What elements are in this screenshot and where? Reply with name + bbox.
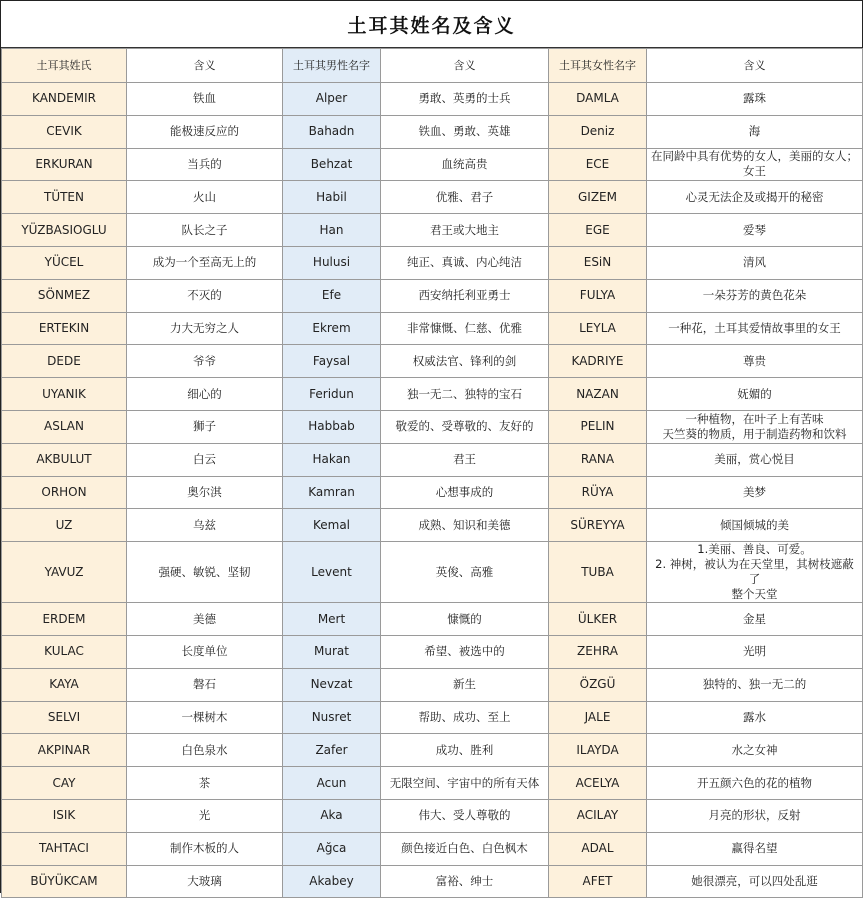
cell-female-meaning: 倾国倾城的美	[647, 509, 863, 542]
cell-male-name: Behzat	[283, 148, 381, 181]
cell-male-meaning: 新生	[381, 668, 549, 701]
cell-surname-meaning: 爷爷	[127, 345, 283, 378]
table-row	[2, 668, 863, 701]
cell-female-name: ADAL	[549, 832, 647, 865]
table-row	[2, 410, 863, 443]
table-row	[2, 148, 863, 181]
cell-female-name: RANA	[549, 443, 647, 476]
cell-female-name: ILAYDA	[549, 734, 647, 767]
cell-female-name: NAZAN	[549, 378, 647, 411]
header-male-name: 土耳其男性名字	[283, 49, 381, 83]
cell-female-name: ACILAY	[549, 799, 647, 832]
table-row	[2, 799, 863, 832]
cell-female-name: GIZEM	[549, 181, 647, 214]
table-row	[2, 246, 863, 279]
cell-female-meaning: 心灵无法企及或揭开的秘密	[647, 181, 863, 214]
cell-female-name: SÜREYYA	[549, 509, 647, 542]
cell-male-meaning: 铁血、勇敢、英雄	[381, 115, 549, 148]
cell-male-name: Nevzat	[283, 668, 381, 701]
cell-female-name: ÖZGÜ	[549, 668, 647, 701]
cell-surname-meaning: 狮子	[127, 410, 283, 443]
cell-male-meaning: 无限空间、宇宙中的所有天体	[381, 767, 549, 800]
cell-female-meaning: 在同龄中具有优势的女人，美丽的女人； 女王	[647, 148, 863, 181]
cell-surname: ERDEM	[2, 603, 127, 636]
cell-male-name: Aka	[283, 799, 381, 832]
cell-surname-meaning: 奥尔淇	[127, 476, 283, 509]
cell-male-meaning: 伟大、受人尊敬的	[381, 799, 549, 832]
cell-female-name: KADRIYE	[549, 345, 647, 378]
cell-female-meaning: 水之女神	[647, 734, 863, 767]
cell-male-meaning: 纯正、真诚、内心纯洁	[381, 246, 549, 279]
cell-surname: ERKURAN	[2, 148, 127, 181]
cell-male-name: Efe	[283, 279, 381, 312]
names-table	[1, 48, 863, 898]
cell-female-meaning: 一种花，土耳其爱情故事里的女王	[647, 312, 863, 345]
cell-male-meaning: 慷慨的	[381, 603, 549, 636]
cell-male-meaning: 非常慷慨、仁慈、优雅	[381, 312, 549, 345]
table-row	[2, 832, 863, 865]
cell-surname: ERTEKIN	[2, 312, 127, 345]
table-row	[2, 542, 863, 603]
cell-male-meaning: 敬爱的、受尊敬的、友好的	[381, 410, 549, 443]
cell-surname: BÜYÜKCAM	[2, 865, 127, 898]
cell-female-meaning: 独特的、独一无二的	[647, 668, 863, 701]
cell-female-meaning: 露水	[647, 701, 863, 734]
cell-male-meaning: 英俊、高雅	[381, 542, 549, 603]
table-row	[2, 279, 863, 312]
cell-surname: AKPINAR	[2, 734, 127, 767]
cell-female-meaning: 她很漂亮，可以四处乱逛	[647, 865, 863, 898]
cell-surname: SÖNMEZ	[2, 279, 127, 312]
table-row	[2, 345, 863, 378]
cell-female-name: TUBA	[549, 542, 647, 603]
table-row	[2, 635, 863, 668]
cell-male-meaning: 优雅、君子	[381, 181, 549, 214]
cell-male-meaning: 君王	[381, 443, 549, 476]
table-row	[2, 443, 863, 476]
cell-surname: ORHON	[2, 476, 127, 509]
cell-female-name: AFET	[549, 865, 647, 898]
cell-surname-meaning: 强硬、敏锐、坚韧	[127, 542, 283, 603]
cell-surname-meaning: 能极速反应的	[127, 115, 283, 148]
table-row	[2, 734, 863, 767]
table-row	[2, 115, 863, 148]
cell-male-name: Mert	[283, 603, 381, 636]
cell-surname-meaning: 美德	[127, 603, 283, 636]
cell-female-meaning: 金星	[647, 603, 863, 636]
cell-surname: YAVUZ	[2, 542, 127, 603]
cell-surname-meaning: 制作木板的人	[127, 832, 283, 865]
cell-female-meaning: 美丽，赏心悦目	[647, 443, 863, 476]
cell-male-name: Habbab	[283, 410, 381, 443]
cell-female-name: PELIN	[549, 410, 647, 443]
cell-male-name: Zafer	[283, 734, 381, 767]
cell-male-name: Faysal	[283, 345, 381, 378]
cell-surname-meaning: 当兵的	[127, 148, 283, 181]
cell-surname-meaning: 一棵树木	[127, 701, 283, 734]
cell-male-name: Murat	[283, 635, 381, 668]
cell-surname-meaning: 大玻璃	[127, 865, 283, 898]
cell-male-meaning: 颜色接近白色、白色枫木	[381, 832, 549, 865]
cell-surname: TÜTEN	[2, 181, 127, 214]
cell-female-name: ZEHRA	[549, 635, 647, 668]
cell-female-meaning: 美梦	[647, 476, 863, 509]
cell-female-meaning: 开五颜六色的花的植物	[647, 767, 863, 800]
cell-male-name: Kamran	[283, 476, 381, 509]
cell-male-name: Han	[283, 214, 381, 247]
cell-surname-meaning: 队长之子	[127, 214, 283, 247]
cell-surname-meaning: 磐石	[127, 668, 283, 701]
cell-surname: YÜCEL	[2, 246, 127, 279]
cell-surname: AKBULUT	[2, 443, 127, 476]
cell-female-meaning: 月亮的形状，反射	[647, 799, 863, 832]
cell-female-name: ACELYA	[549, 767, 647, 800]
cell-male-meaning: 权威法官、锋利的剑	[381, 345, 549, 378]
cell-male-name: Habil	[283, 181, 381, 214]
cell-female-name: RÜYA	[549, 476, 647, 509]
cell-female-name: DAMLA	[549, 83, 647, 116]
table-row	[2, 476, 863, 509]
cell-surname: CEVIK	[2, 115, 127, 148]
cell-male-meaning: 君王或大地主	[381, 214, 549, 247]
cell-male-meaning: 帮助、成功、至上	[381, 701, 549, 734]
cell-male-name: Bahadn	[283, 115, 381, 148]
cell-surname: KAYA	[2, 668, 127, 701]
cell-female-meaning: 清风	[647, 246, 863, 279]
cell-surname-meaning: 白云	[127, 443, 283, 476]
cell-female-name: ÜLKER	[549, 603, 647, 636]
cell-surname: CAY	[2, 767, 127, 800]
cell-female-meaning: 光明	[647, 635, 863, 668]
cell-male-name: Levent	[283, 542, 381, 603]
cell-female-meaning: 妩媚的	[647, 378, 863, 411]
cell-surname-meaning: 火山	[127, 181, 283, 214]
cell-female-name: EGE	[549, 214, 647, 247]
cell-surname: ISIK	[2, 799, 127, 832]
table-row	[2, 181, 863, 214]
cell-surname-meaning: 铁血	[127, 83, 283, 116]
table-title: 土耳其姓名及含义	[1, 1, 862, 48]
cell-male-name: Feridun	[283, 378, 381, 411]
header-surname-meaning: 含义	[127, 49, 283, 83]
cell-surname: SELVI	[2, 701, 127, 734]
cell-surname: TAHTACI	[2, 832, 127, 865]
table-row	[2, 312, 863, 345]
cell-surname-meaning: 白色泉水	[127, 734, 283, 767]
cell-male-meaning: 成熟、知识和美德	[381, 509, 549, 542]
cell-surname: UYANIK	[2, 378, 127, 411]
cell-male-meaning: 勇敢、英勇的士兵	[381, 83, 549, 116]
cell-female-meaning: 海	[647, 115, 863, 148]
cell-surname: KANDEMIR	[2, 83, 127, 116]
cell-female-meaning: 1.美丽、善良、可爱。 2. 神树，被认为在天堂里，其树枝遮蔽了 整个天堂	[647, 542, 863, 603]
cell-male-meaning: 西安纳托利亚勇士	[381, 279, 549, 312]
cell-male-name: Alper	[283, 83, 381, 116]
table-row	[2, 214, 863, 247]
cell-surname: YÜZBASIOGLU	[2, 214, 127, 247]
cell-female-name: ESiN	[549, 246, 647, 279]
table-row	[2, 509, 863, 542]
cell-surname-meaning: 长度单位	[127, 635, 283, 668]
cell-female-name: JALE	[549, 701, 647, 734]
cell-surname-meaning: 细心的	[127, 378, 283, 411]
cell-male-name: Acun	[283, 767, 381, 800]
cell-male-name: Nusret	[283, 701, 381, 734]
cell-surname: DEDE	[2, 345, 127, 378]
table-row	[2, 378, 863, 411]
table-row	[2, 603, 863, 636]
cell-male-meaning: 心想事成的	[381, 476, 549, 509]
cell-surname: UZ	[2, 509, 127, 542]
cell-male-name: Ekrem	[283, 312, 381, 345]
header-female-meaning: 含义	[647, 49, 863, 83]
table-row	[2, 83, 863, 116]
cell-female-meaning: 爱琴	[647, 214, 863, 247]
cell-male-meaning: 成功、胜利	[381, 734, 549, 767]
cell-surname-meaning: 茶	[127, 767, 283, 800]
cell-female-meaning: 尊贵	[647, 345, 863, 378]
cell-female-meaning: 露珠	[647, 83, 863, 116]
cell-male-meaning: 独一无二、独特的宝石	[381, 378, 549, 411]
cell-male-name: Hakan	[283, 443, 381, 476]
cell-surname-meaning: 不灭的	[127, 279, 283, 312]
cell-surname-meaning: 乌兹	[127, 509, 283, 542]
cell-male-name: Ağca	[283, 832, 381, 865]
table-row	[2, 701, 863, 734]
cell-female-meaning: 赢得名望	[647, 832, 863, 865]
cell-surname-meaning: 成为一个至高无上的	[127, 246, 283, 279]
cell-surname-meaning: 力大无穷之人	[127, 312, 283, 345]
cell-female-name: LEYLA	[549, 312, 647, 345]
cell-male-meaning: 富裕、绅士	[381, 865, 549, 898]
cell-male-name: Hulusi	[283, 246, 381, 279]
header-female-name: 土耳其女性名字	[549, 49, 647, 83]
header-male-meaning: 含义	[381, 49, 549, 83]
header-row	[2, 49, 863, 83]
table-row	[2, 767, 863, 800]
cell-male-name: Akabey	[283, 865, 381, 898]
cell-surname: KULAC	[2, 635, 127, 668]
cell-female-name: ECE	[549, 148, 647, 181]
cell-female-meaning: 一种植物，在叶子上有苦味 天竺葵的物质，用于制造药物和饮料	[647, 410, 863, 443]
cell-male-name: Kemal	[283, 509, 381, 542]
cell-surname: ASLAN	[2, 410, 127, 443]
cell-surname-meaning: 光	[127, 799, 283, 832]
cell-female-name: Deniz	[549, 115, 647, 148]
header-surname: 土耳其姓氏	[2, 49, 127, 83]
cell-male-meaning: 血统高贵	[381, 148, 549, 181]
cell-female-name: FULYA	[549, 279, 647, 312]
cell-male-meaning: 希望、被选中的	[381, 635, 549, 668]
cell-female-meaning: 一朵芬芳的黄色花朵	[647, 279, 863, 312]
